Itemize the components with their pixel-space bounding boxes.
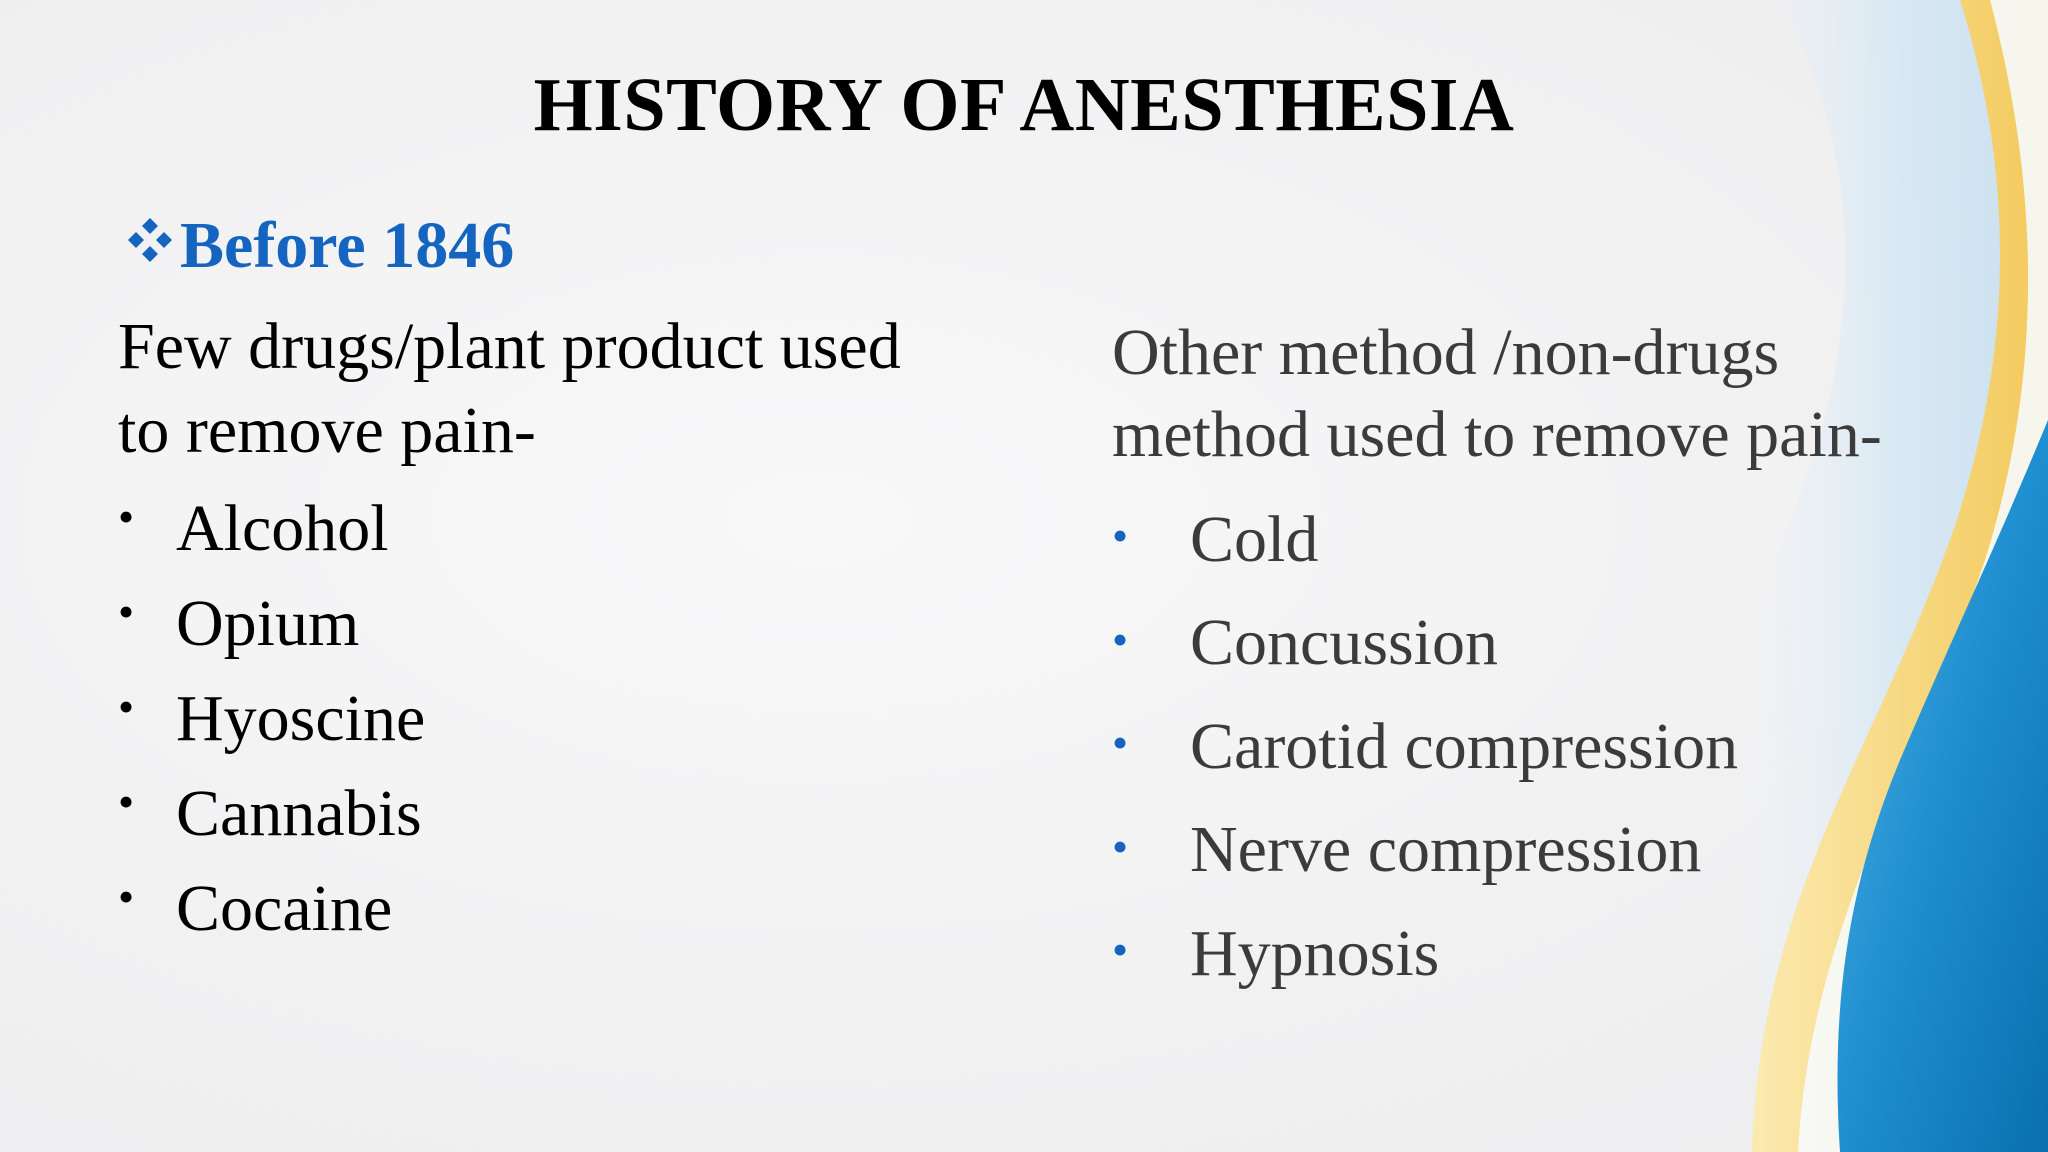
- methods-intro-line-2: method used to remove pain-: [1112, 398, 1882, 471]
- list-item-text: Hyoscine: [176, 681, 426, 755]
- slide-title: HISTORY OF ANESTHESIA: [533, 63, 1515, 147]
- methods-list: [1112, 488, 1932, 1006]
- bullet-icon: •: [118, 871, 135, 922]
- list-item-text: Cold: [1190, 502, 1319, 576]
- list-item-text: Carotid compression: [1190, 709, 1739, 783]
- list-item-text: Alcohol: [176, 491, 389, 565]
- bullet-icon: •: [118, 491, 135, 542]
- bullet-icon: •: [1112, 717, 1129, 769]
- drugs-column: [118, 305, 1018, 956]
- methods-intro: [1112, 312, 1932, 476]
- section-heading: [122, 208, 514, 284]
- list-item: [118, 861, 1018, 956]
- list-item: [1112, 799, 1932, 903]
- bullet-icon: •: [118, 586, 135, 637]
- list-item: [1112, 592, 1932, 696]
- drugs-intro-line-2: to remove pain-: [118, 394, 536, 467]
- drugs-intro: [118, 305, 1018, 473]
- non-drug-methods-column: [1112, 312, 1932, 1006]
- list-item: [118, 481, 1018, 576]
- bullet-icon: •: [118, 776, 135, 827]
- bullet-icon: •: [1112, 613, 1129, 665]
- list-item: [1112, 488, 1932, 592]
- list-item: [118, 576, 1018, 671]
- bullet-icon: •: [1112, 924, 1129, 976]
- methods-intro-line-1: Other method /non-drugs: [1112, 316, 1780, 389]
- bullet-icon: •: [1112, 510, 1129, 562]
- list-item-text: Cocaine: [176, 871, 393, 945]
- drugs-list: [118, 481, 1018, 956]
- diamond-cluster-icon: [122, 214, 178, 270]
- bullet-icon: •: [1112, 820, 1129, 872]
- list-item: [1112, 902, 1932, 1006]
- list-item: [1112, 695, 1932, 799]
- list-item: [118, 766, 1018, 861]
- list-item: [118, 671, 1018, 766]
- list-item-text: Cannabis: [176, 776, 422, 850]
- bullet-icon: •: [118, 681, 135, 732]
- list-item-text: Opium: [176, 586, 360, 660]
- list-item-text: Nerve compression: [1190, 813, 1702, 887]
- list-item-text: Concussion: [1190, 606, 1499, 680]
- list-item-text: Hypnosis: [1190, 916, 1440, 990]
- section-heading-text: Before 1846: [180, 209, 515, 282]
- drugs-intro-line-1: Few drugs/plant product used: [118, 310, 901, 383]
